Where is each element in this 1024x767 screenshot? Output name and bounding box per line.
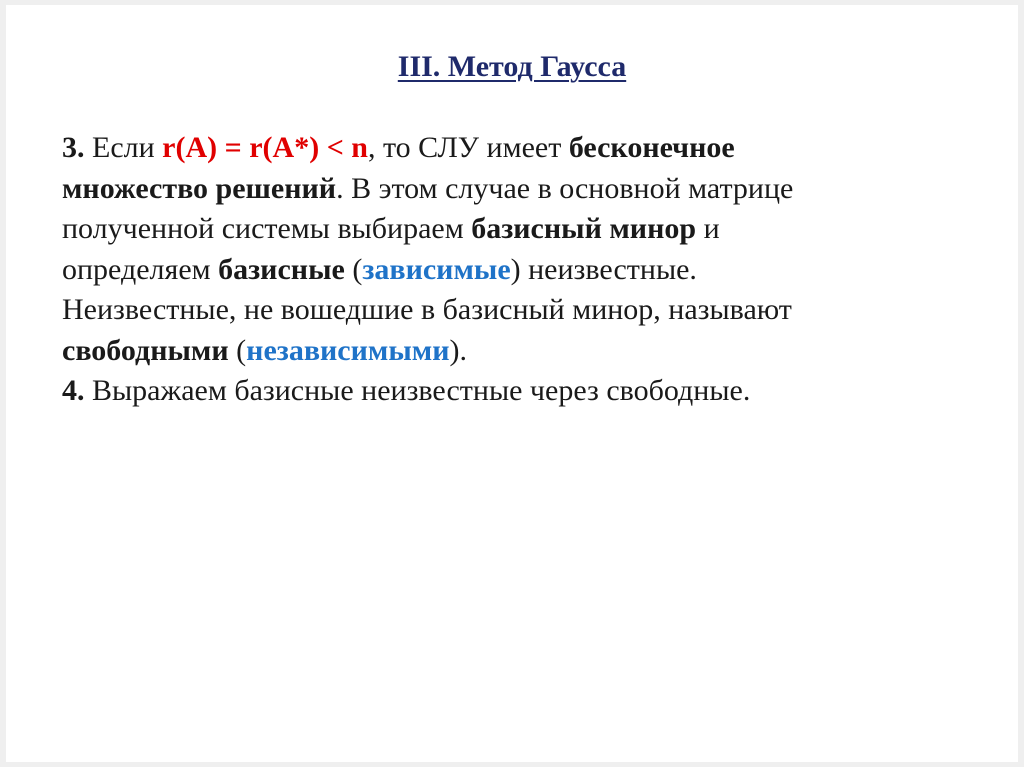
body-line-4 <box>62 250 862 291</box>
text-fragment: определяем <box>62 252 219 286</box>
decor-strip-top <box>0 0 1024 5</box>
slide-title <box>0 50 1024 84</box>
term-solution-set: множество решений <box>62 171 337 205</box>
text-fragment: Выражаем базисные неизвестные через свободные. <box>84 374 751 407</box>
term-basic: базисные <box>218 252 345 286</box>
text-fragment: и <box>696 212 720 245</box>
body-line-3 <box>62 209 862 250</box>
text-fragment: , то СЛУ имеет <box>367 131 569 164</box>
item-number-3: 3. <box>62 131 85 164</box>
text-fragment: . В этом случае в основной матрице <box>336 171 794 205</box>
text-fragment: Если <box>84 131 163 164</box>
body-line-1 <box>62 128 862 169</box>
slide-title-text: III. Метод Гаусса <box>397 50 627 83</box>
term-free: свободными <box>62 333 229 367</box>
slide-body <box>62 128 862 412</box>
term-basis-minor: базисный минор <box>471 212 697 245</box>
body-line-7 <box>62 371 862 412</box>
text-fragment: ( <box>344 252 363 286</box>
item-number-4: 4. <box>62 374 85 407</box>
term-infinite: бесконечное <box>568 131 735 164</box>
term-independent: независимыми <box>246 333 450 367</box>
rank-condition: r(A) = r(A*) < n <box>162 131 368 164</box>
text-fragment: ( <box>228 333 247 367</box>
text-fragment: ). <box>449 333 467 367</box>
text-fragment: полученной системы выбираем <box>62 212 472 245</box>
decor-strip-bottom <box>0 762 1024 767</box>
decor-strip-right <box>1018 0 1024 767</box>
body-line-6 <box>62 331 862 372</box>
body-line-2 <box>62 169 862 210</box>
decor-strip-left <box>0 0 6 767</box>
text-fragment: ) неизвестные. <box>510 252 697 286</box>
term-dependent: зависимые <box>362 252 511 286</box>
body-line-5: Неизвестные, не вошедшие в базисный минор, называют <box>62 293 792 326</box>
